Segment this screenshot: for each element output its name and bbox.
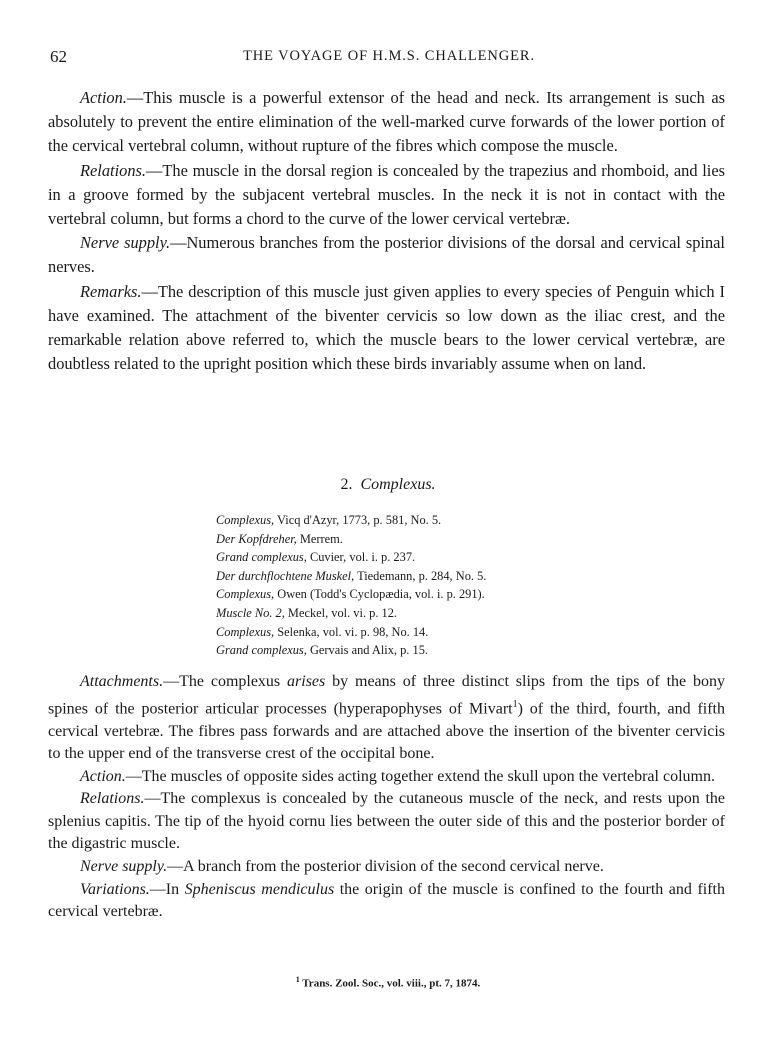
synonym-row: Complexus, Owen (Todd's Cyclopædia, vol. i. p. 291). [216, 587, 485, 602]
synonym-row: Der Kopfdreher, Merrem. [216, 531, 343, 546]
remarks-paragraph: Remarks.—The description of this muscle just given applies to every species of Penguin which I have examined. The attachment of the biventer cervicis so low down as the iliac crest, and the remarkable relation above referred to, which the muscle bears to the lower cervical vertebræ, are doubtless related to the upright position which these birds invariably assume when on land. [48, 281, 725, 374]
synonym-row: Complexus, Selenka, vol. vi. p. 98, No. 14. [216, 624, 429, 639]
nerve-supply-paragraph: Nerve supply.—Numerous branches from the posterior divisions of the dorsal and cervical spinal nerves. [48, 233, 725, 277]
running-head [50, 47, 728, 69]
footnote [0, 975, 776, 990]
action-paragraph: Action.—The muscles of opposite sides acting together extend the skull upon the vertebral column. [80, 767, 715, 785]
section-heading [0, 476, 776, 494]
biventer-cervicis-description [48, 86, 725, 376]
attachments-paragraph: Attachments.—The complexus arises by means of three distinct slips from the tips of the bony spines of the posterior articular processes (hyperapophyses of Mivart$^1$) of the third, fourth, and fifth cervical vertebræ. The fibres pass forwards and are attached above the insertion of the biventer cervicis to the upper end of the transverse crest of the occipital bone. [48, 673, 725, 763]
relations-paragraph: Relations.—The complexus is concealed by the cutaneous muscle of the neck, and rests upon the splenius capitis. The tip of the hyoid cornu lies between the outer side of this and the posterior border of the digastric muscle. [48, 790, 725, 853]
footnote-reference: 1 [512, 698, 518, 710]
section-name: Complexus. [360, 476, 436, 493]
section-number: 2. [340, 476, 353, 493]
relations-paragraph: Relations.—The muscle in the dorsal region is concealed by the trapezius and rhomboid, and lies in a groove formed by the subjacent vertebral muscles. In the neck it is not in contact with the vertebral column, but forms a chord to the curve of the lower cervical vertebræ. [48, 160, 725, 229]
footnote-marker: 1 [295, 975, 300, 984]
synonym-row: Grand complexus, Cuvier, vol. i. p. 237. [216, 550, 416, 565]
synonym-row: Grand complexus, Gervais and Alix, p. 15. [216, 643, 428, 658]
complexus-description [48, 671, 725, 924]
variations-paragraph: Variations.—In Spheniscus mendiculus the origin of the muscle is confined to the fourth and fifth cervical vertebræ. [48, 880, 725, 921]
footnote-text: Trans. Zool. Soc., vol. viii., pt. 7, 1874. [299, 977, 481, 990]
nerve-supply-paragraph: Nerve supply.—A branch from the posterior division of the second cervical nerve. [80, 858, 604, 876]
synonymy-list [216, 511, 636, 660]
synonym-row: Complexus, Vicq d'Azyr, 1773, p. 581, No. 5. [216, 513, 442, 527]
synonym-row: Muscle No. 2, Meckel, vol. vi. p. 12. [216, 605, 398, 620]
action-paragraph: Action.—This muscle is a powerful extensor of the head and neck. Its arrangement is such as absolutely to prevent the entire elimination of the well-marked curve forwards of the lower portion of the cervical vertebral column, without rupture of the fibres which compose the muscle. [48, 88, 725, 156]
page-number: 62 [50, 47, 67, 66]
running-title: THE VOYAGE OF H.M.S. CHALLENGER. [243, 48, 535, 64]
synonym-row: Der durchflochtene Muskel, Tiedemann, p. 284, No. 5. [216, 568, 487, 583]
